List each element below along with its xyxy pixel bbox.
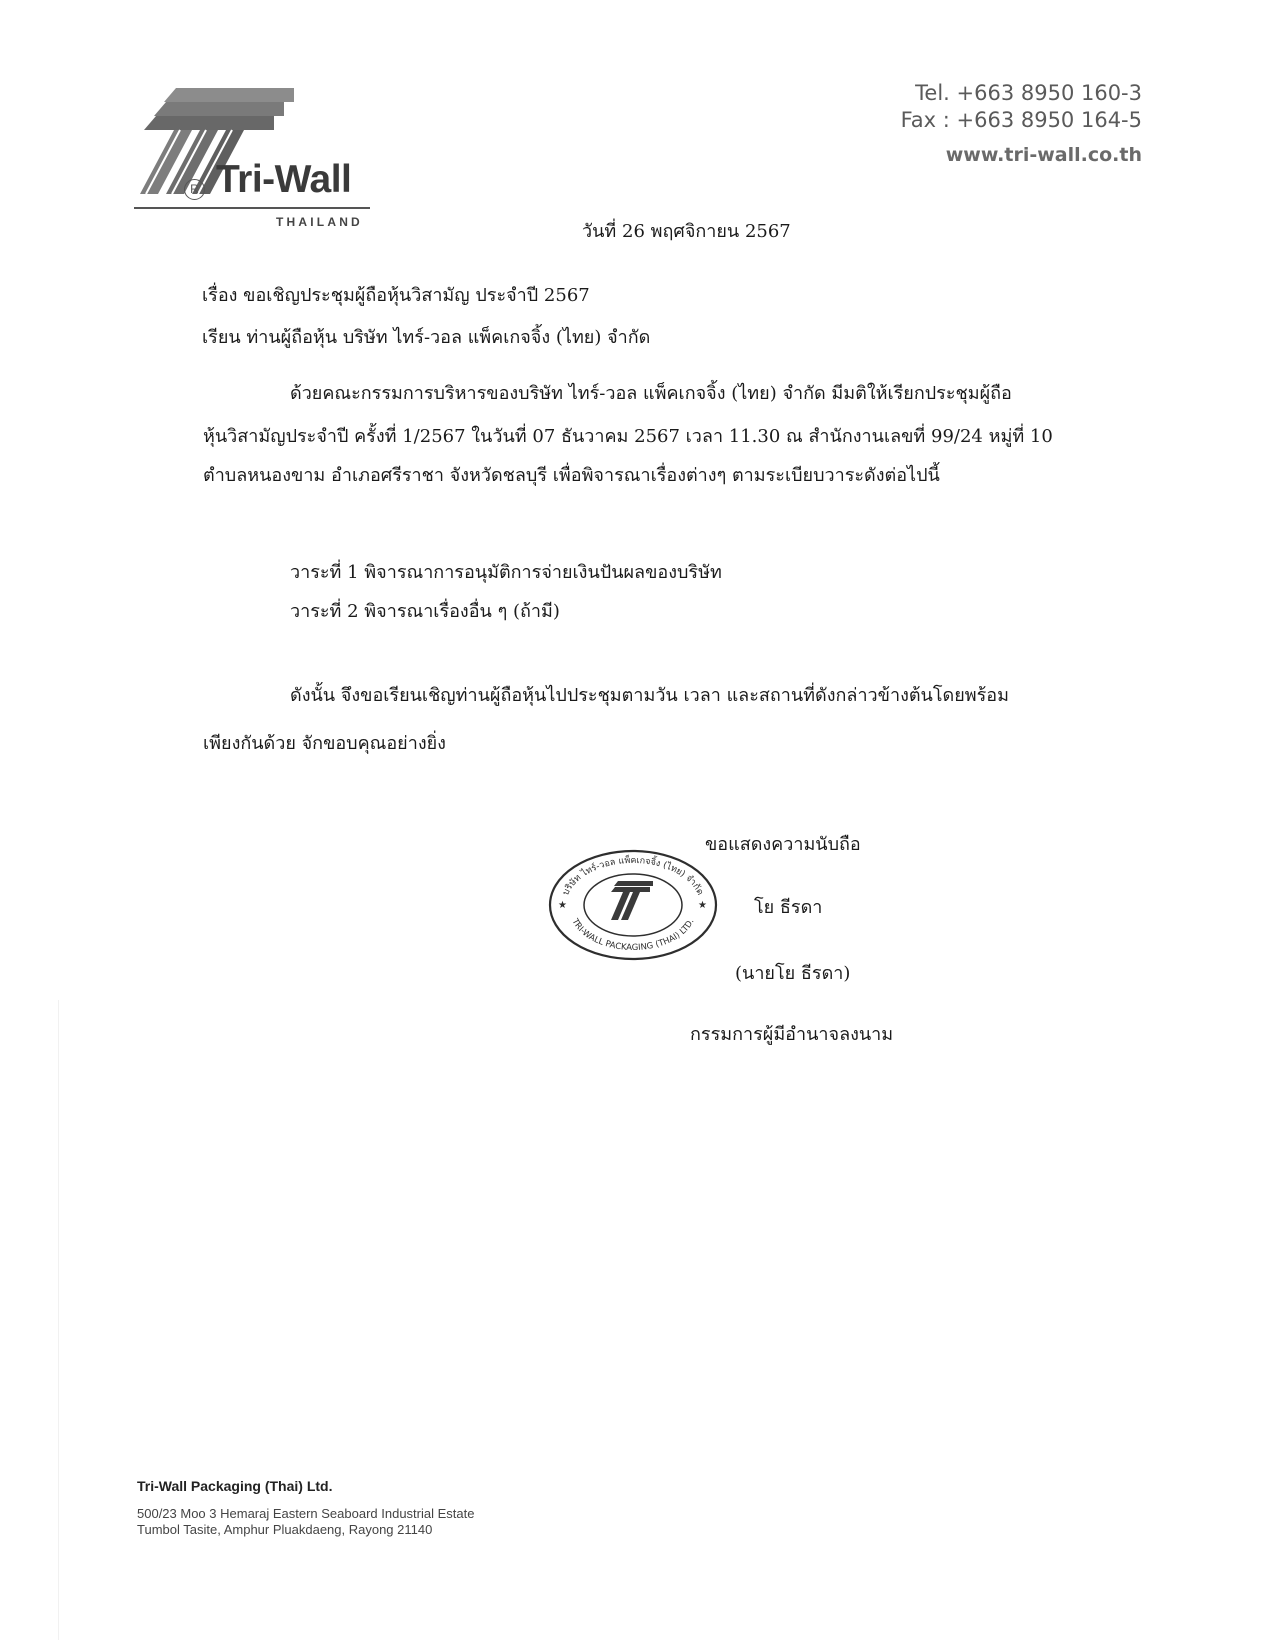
logo-brand-text: Tri-Wall: [216, 158, 352, 201]
intro-line: หุ้นวิสามัญประจำปี ครั้งที่ 1/2567 ในวันที่ 07 ธันวาคม 2567 เวลา 11.30 ณ สำนักงานเลขที่ 99/24 หมู่ที่ 10: [203, 426, 1053, 447]
agenda-item: วาระที่ 2 พิจารณาเรื่องอื่น ๆ (ถ้ามี): [290, 601, 560, 622]
contact-block: [901, 80, 1142, 166]
logo-underline: [134, 207, 370, 209]
company-seal-icon: [548, 848, 718, 962]
agenda-item: วาระที่ 1 พิจารณาการอนุมัติการจ่ายเงินปันผลของบริษัท: [290, 562, 722, 583]
letter-subject: เรื่อง ขอเชิญประชุมผู้ถือหุ้นวิสามัญ ประจำปี 2567: [202, 285, 590, 306]
letter-date: วันที่ 26 พฤศจิกายน 2567: [582, 221, 791, 242]
closing-line: เพียงกันด้วย จักขอบคุณอย่างยิ่ง: [203, 733, 446, 754]
letter-recipient: เรียน ท่านผู้ถือหุ้น บริษัท ไทร์-วอล แพ็คเกจจิ้ง (ไทย) จำกัด: [202, 327, 651, 348]
footer: [137, 1478, 474, 1538]
signer-title: กรรมการผู้มีอำนาจลงนาม: [690, 1024, 894, 1045]
svg-text:★: ★: [558, 900, 567, 911]
signer-name: (นายโย ธีรดา): [735, 963, 851, 984]
contact-fax: Fax : +663 8950 164-5: [900, 108, 1142, 132]
contact-tel: Tel. +663 8950 160-3: [915, 81, 1142, 105]
intro-line: ด้วยคณะกรรมการบริหารของบริษัท ไทร์-วอล แพ็คเกจจิ้ง (ไทย) จำกัด มีมติให้เรียกประชุมผู้ถือ: [290, 383, 1012, 404]
closing-line: ดังนั้น จึงขอเรียนเชิญท่านผู้ถือหุ้นไปประชุมตามวัน เวลา และสถานที่ดังกล่าวข้างต้นโดยพร้อม: [290, 685, 1009, 706]
scan-edge-line: [58, 1000, 59, 1640]
svg-text:★: ★: [698, 900, 707, 911]
svg-text:บริษัท ไทร์-วอล แพ็คเกจจิ้ง (ไ: บริษัท ไทร์-วอล แพ็คเกจจิ้ง (ไทย) จำกัด: [561, 855, 705, 897]
intro-line: ตำบลหนองขาม อำเภอศรีราชา จังหวัดชลบุรี เพื่อพิจารณาเรื่องต่างๆ ตามระเบียบวาระดังต่อไปนี้: [203, 465, 940, 486]
company-logo: [134, 88, 374, 228]
logo-region-text: THAILAND: [276, 215, 363, 229]
footer-address-line: 500/23 Moo 3 Hemaraj Eastern Seaboard Industrial Estate: [137, 1506, 475, 1521]
footer-company: Tri-Wall Packaging (Thai) Ltd.: [137, 1478, 333, 1494]
registered-mark: R: [184, 179, 205, 200]
footer-address-line: Tumbol Tasite, Amphur Pluakdaeng, Rayong 21140: [137, 1522, 433, 1537]
signature: โย ธีรดา: [754, 897, 823, 918]
company-seal: [548, 848, 718, 962]
contact-website[interactable]: www.tri-wall.co.th: [945, 144, 1142, 166]
svg-text:TRI-WALL PACKAGING (THAI) LTD.: TRI-WALL PACKAGING (THAI) LTD.: [569, 917, 697, 954]
regards-text: ขอแสดงความนับถือ: [705, 834, 861, 855]
